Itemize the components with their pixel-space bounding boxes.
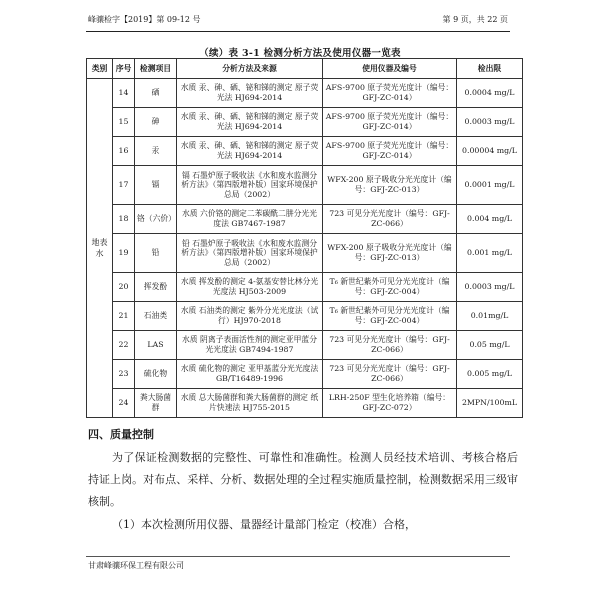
table-row <box>87 137 523 166</box>
page-indicator: 第 9 页，共 22 页 <box>442 15 508 24</box>
row-number: 20 <box>113 273 135 302</box>
row-instrument: AFS-9700 原子荧光光度计（编号：GFJ-ZC-014） <box>323 137 457 166</box>
row-number: 19 <box>113 234 135 273</box>
row-instrument: T₆ 新世纪紫外可见分光光度计（编号：GFJ-ZC-004） <box>323 302 457 331</box>
row-method: 水质 汞、砷、硒、铋和锑的测定 原子荧光法 HJ694-2014 <box>177 79 323 108</box>
row-instrument: 723 可见分光光度计（编号：GFJ-ZC-066） <box>323 205 457 234</box>
instrument-calibration-paragraph: （1）本次检测所用仪器、量器经计量部门检定（校准）合格， <box>112 518 416 531</box>
table-row <box>87 79 523 108</box>
row-limit: 0.005 mg/L <box>457 360 523 389</box>
row-method: 水质 汞、砷、硒、铋和锑的测定 原子荧光法 HJ694-2014 <box>177 137 323 166</box>
row-method: 水质 六价铬的测定二苯碳酰二肼分光光度法 GB7467-1987 <box>177 205 323 234</box>
col-header-item: 检测项目 <box>135 59 177 79</box>
table-row <box>87 331 523 360</box>
table-row <box>87 166 523 205</box>
row-instrument: 723 可见分光光度计（编号：GFJ-ZC-066） <box>323 360 457 389</box>
methods-table <box>86 58 523 418</box>
row-number: 14 <box>113 79 135 108</box>
row-item: 硫化物 <box>135 360 177 389</box>
col-header-limit: 检出限 <box>457 59 523 79</box>
row-limit: 0.0001 mg/L <box>457 166 523 205</box>
row-item: 镉 <box>135 166 177 205</box>
col-header-category: 类别 <box>87 59 113 79</box>
row-limit: 0.0004 mg/L <box>457 79 523 108</box>
row-instrument: AFS-9700 原子荧光光度计（编号：GFJ-ZC-014） <box>323 79 457 108</box>
row-instrument: 723 可见分光光度计（编号：GFJ-ZC-066） <box>323 331 457 360</box>
row-number: 21 <box>113 302 135 331</box>
row-limit: 0.05 mg/L <box>457 331 523 360</box>
table-row <box>87 302 523 331</box>
row-instrument: T₆ 新世纪紫外可见分光光度计（编号：GFJ-ZC-004） <box>323 273 457 302</box>
row-method: 水质 石油类的测定 紫外分光光度法（试行）HJ970-2018 <box>177 302 323 331</box>
document-number: 峰骧检字【2019】第 09-12 号 <box>88 15 201 24</box>
table-caption: （续）表 3-1 检测分析方法及使用仪器一览表 <box>199 48 401 59</box>
row-item: 汞 <box>135 137 177 166</box>
row-instrument: WFX-200 原子吸收分光光度计（编号：GFJ-ZC-013） <box>323 166 457 205</box>
row-limit: 0.0003 mg/L <box>457 273 523 302</box>
row-number: 17 <box>113 166 135 205</box>
table-row <box>87 273 523 302</box>
row-limit: 0.00004 mg/L <box>457 137 523 166</box>
row-number: 22 <box>113 331 135 360</box>
row-limit: 0.01mg/L <box>457 302 523 331</box>
quality-control-paragraph: 为了保证检测数据的完整性、可靠性和准确性。检测人员经技术培训、考核合格后持证上岗。对布点、采样、分析、数据处理的全过程实施质量控制，检测数据采用三级审核制。 <box>88 451 518 508</box>
row-method: 水质 总大肠菌群和粪大肠菌群的测定 纸片快速法 HJ755-2015 <box>177 389 323 418</box>
row-method: 水质 汞、砷、硒、铋和锑的测定 原子荧光法 HJ694-2014 <box>177 108 323 137</box>
section-title: 四、质量控制 <box>88 428 154 441</box>
row-number: 18 <box>113 205 135 234</box>
row-item: 石油类 <box>135 302 177 331</box>
row-item: 砷 <box>135 108 177 137</box>
row-limit: 0.0003 mg/L <box>457 108 523 137</box>
row-instrument: AFS-9700 原子荧光光度计（编号：GFJ-ZC-014） <box>323 108 457 137</box>
row-item: 挥发酚 <box>135 273 177 302</box>
row-item: 粪大肠菌群 <box>135 389 177 418</box>
row-item: 硒 <box>135 79 177 108</box>
category-cell: 地表水 <box>87 79 113 418</box>
table-row <box>87 108 523 137</box>
row-limit: 0.001 mg/L <box>457 234 523 273</box>
row-number: 15 <box>113 108 135 137</box>
row-limit: 0.004 mg/L <box>457 205 523 234</box>
row-number: 23 <box>113 360 135 389</box>
row-instrument: LRH-250F 型生化培养箱（编号：GFJ-ZC-072） <box>323 389 457 418</box>
row-number: 16 <box>113 137 135 166</box>
row-item: LAS <box>135 331 177 360</box>
row-method: 水质 硫化物的测定 亚甲基蓝分光光度法 GB/T16489-1996 <box>177 360 323 389</box>
row-method: 铅 石墨炉原子吸收法《水和废水监测分析方法》（第四版增补版）国家环境保护总局（2002） <box>177 234 323 273</box>
footer-divider <box>86 556 510 557</box>
row-method: 水质 挥发酚的测定 4-氨基安替比林分光光度法 HJ503-2009 <box>177 273 323 302</box>
row-method: 水质 阴离子表面活性剂的测定亚甲蓝分光光度法 GB7494-1987 <box>177 331 323 360</box>
table-row <box>87 234 523 273</box>
col-header-instrument: 使用仪器及编号 <box>323 59 457 79</box>
row-limit: 2MPN/100mL <box>457 389 523 418</box>
col-header-number: 序号 <box>113 59 135 79</box>
table-row <box>87 389 523 418</box>
row-instrument: WFX-200 原子吸收分光光度计（编号：GFJ-ZC-013） <box>323 234 457 273</box>
row-item: 铬（六价） <box>135 205 177 234</box>
row-number: 24 <box>113 389 135 418</box>
company-footer: 甘肃峰骧环保工程有限公司 <box>88 561 184 570</box>
col-header-method: 分析方法及来源 <box>177 59 323 79</box>
row-method: 镉 石墨炉原子吸收法《水和废水监测分析方法》（第四版增补版）国家环境保护总局（2002） <box>177 166 323 205</box>
header-divider <box>86 31 510 32</box>
table-row <box>87 360 523 389</box>
row-item: 铅 <box>135 234 177 273</box>
table-row <box>87 205 523 234</box>
table-header-row <box>87 59 523 79</box>
